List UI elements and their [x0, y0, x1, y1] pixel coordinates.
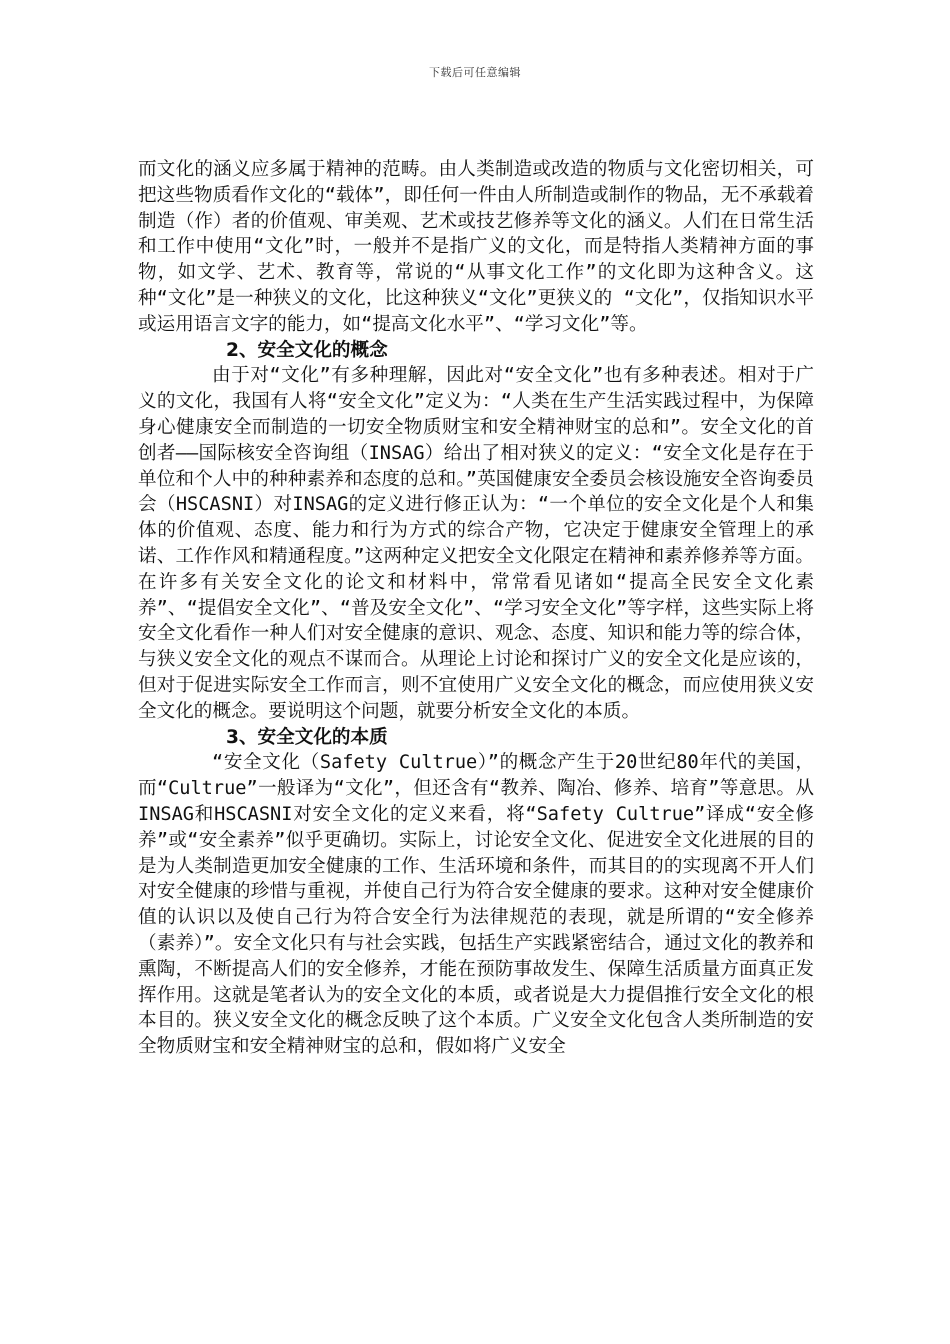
page-header-note: 下载后可任意编辑: [429, 66, 521, 79]
section-heading-safety-culture-essence: 3、安全文化的本质: [226, 726, 388, 748]
document-body: [138, 157, 814, 1060]
section-heading-safety-culture-concept: 2、安全文化的概念: [226, 339, 388, 361]
paragraph-safety-culture-essence: “安全文化（Safety Cultrue）”的概念产生于20世纪80年代的美国，而“Cultrue”一般译为“文化”，但还含有“教养、陶冶、修养、培育”等意思。从INSAG和HSCASNI对安全文化的定义来看，将“Safety Cultrue”译成“安全修养”或“安全素养”似乎更确切。实际上，讨论安全文化、促进安全文化进展的目的是为人类制造更加安全健康的工作、生活环境和条件，而其目的的实现离不开人们对安全健康的珍惜与重视，并使自己行为符合安全健康的要求。这种对安全健康价值的认识以及使自己行为符合安全行为法律规范的表现，就是所谓的“安全修养（素养）”。安全文化只有与社会实践，包括生产实践紧密结合，通过文化的教养和熏陶，不断提高人们的安全修养，才能在预防事故发生、保障生活质量方面真正发挥作用。这就是笔者认为的安全文化的本质，或者说是大力提倡推行安全文化的根本目的。狭义安全文化的概念反映了这个本质。广义安全文化包含人类所制造的安全物质财宝和安全精神财宝的总和，假如将广义安全: [138, 752, 814, 1058]
paragraph-culture-meaning: 而文化的涵义应多属于精神的范畴。由人类制造或改造的物质与文化密切相关，可把这些物质看作文化的“载体”，即任何一件由人所制造或制作的物品，无不承载着制造（作）者的价值观、审美观、艺术或技艺修养等文化的涵义。人们在日常生活和工作中使用“文化”时，一般并不是指广义的文化，而是特指人类精神方面的事物，如文学、艺术、教育等，常说的“从事文化工作”的文化即为这种含义。这种“文化”是一种狭义的文化，比这种狭义“文化”更狭义的 “文化”，仅指知识水平或运用语言文字的能力，如“提高文化水平”、“学习文化”等。: [138, 159, 814, 335]
paragraph-safety-culture-concept: 由于对“文化”有多种理解，因此对“安全文化”也有多种表述。相对于广义的文化，我国有人将“安全文化”定义为：“人类在生产生活实践过程中，为保障身心健康安全而制造的一切安全物质财宝和安全精神财宝的总和”。安全文化的首创者——国际核安全咨询组（INSAG）给出了相对狭义的定义：“安全文化是存在于单位和个人中的种种素养和态度的总和。”英国健康安全委员会核设施安全咨询委员会（HSCASNI）对INSAG的定义进行修正认为：“一个单位的安全文化是个人和集体的价值观、态度、能力和行为方式的综合产物，它决定于健康安全管理上的承诺、工作作风和精通程度。”这两种定义把安全文化限定在精神和素养修养等方面。在许多有关安全文化的论文和材料中，常常看见诸如“提高全民安全文化素养”、“提倡安全文化”、“普及安全文化”、“学习安全文化”等字样，这些实际上将安全文化看作一种人们对安全健康的意识、观念、态度、知识和能力等的综合体，与狭义安全文化的观点不谋而合。从理论上讨论和探讨广义的安全文化是应该的，但对于促进实际安全工作而言，则不宜使用广义安全文化的概念，而应使用狭义安全文化的概念。要说明这个问题，就要分析安全文化的本质。: [138, 365, 814, 722]
